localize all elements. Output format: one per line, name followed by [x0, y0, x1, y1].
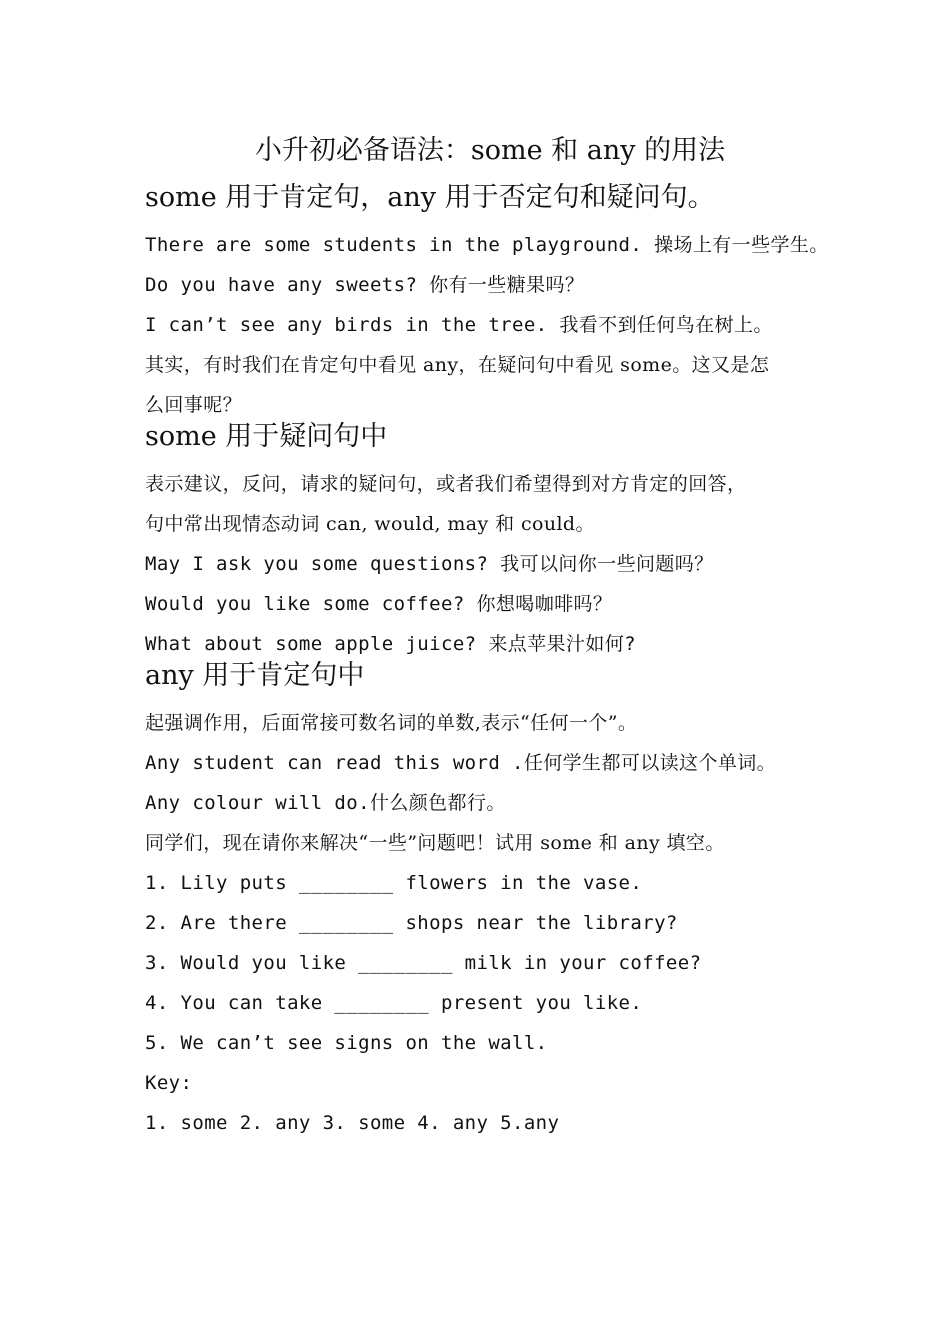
section-any-example-2: Any colour will do.什么颜色都行。: [145, 792, 506, 814]
exercise-intro: 同学们，现在请你来解决“一些”问题吧！试用 some 和 any 填空。: [145, 832, 725, 854]
intro-example-3: I can’t see any birds in the tree. 我看不到任何鸟在树上。: [145, 314, 773, 336]
section-some-desc-line-2: 句中常出现情态动词 can, would, may 和 could。: [145, 513, 595, 535]
main-rule: some 用于肯定句，any 用于否定句和疑问句。: [145, 182, 715, 213]
section-any-heading: any 用于肯定句中: [145, 660, 365, 691]
key-label: Key:: [145, 1072, 193, 1094]
question-paragraph-line-1: 其实，有时我们在肯定句中看见 any，在疑问句中看见 some。这又是怎: [145, 354, 770, 376]
question-paragraph-line-2: 么回事呢？: [145, 394, 243, 416]
intro-example-1: There are some students in the playground. 操场上有一些学生。: [145, 234, 829, 256]
key-answers: 1. some 2. any 3. some 4. any 5.any: [145, 1112, 560, 1134]
section-some-example-1: May I ask you some questions? 我可以问你一些问题吗？: [145, 553, 714, 575]
section-some-example-2: Would you like some coffee? 你想喝咖啡吗？: [145, 593, 613, 615]
section-some-example-3: What about some apple juice? 来点苹果汁如何?: [145, 633, 636, 655]
section-any-desc: 起强调作用，后面常接可数名词的单数,表示“任何一个”。: [145, 712, 638, 734]
document-title: 小升初必备语法：some 和 any 的用法: [254, 135, 726, 166]
section-some-heading: some 用于疑问句中: [145, 421, 388, 452]
exercise-item-5: 5. We can’t see signs on the wall.: [145, 1032, 548, 1054]
exercise-item-2: 2. Are there ________ shops near the library?: [145, 912, 678, 934]
intro-example-2: Do you have any sweets? 你有一些糖果吗？: [145, 274, 585, 296]
section-some-desc-line-1: 表示建议，反问，请求的疑问句，或者我们希望得到对方肯定的回答，: [145, 473, 747, 495]
exercise-item-1: 1. Lily puts ________ flowers in the vase.: [145, 872, 643, 894]
section-any-example-1: Any student can read this word .任何学生都可以读这个单词。: [145, 752, 777, 774]
exercise-item-3: 3. Would you like ________ milk in your coffee?: [145, 952, 702, 974]
exercise-item-4: 4. You can take ________ present you like.: [145, 992, 643, 1014]
